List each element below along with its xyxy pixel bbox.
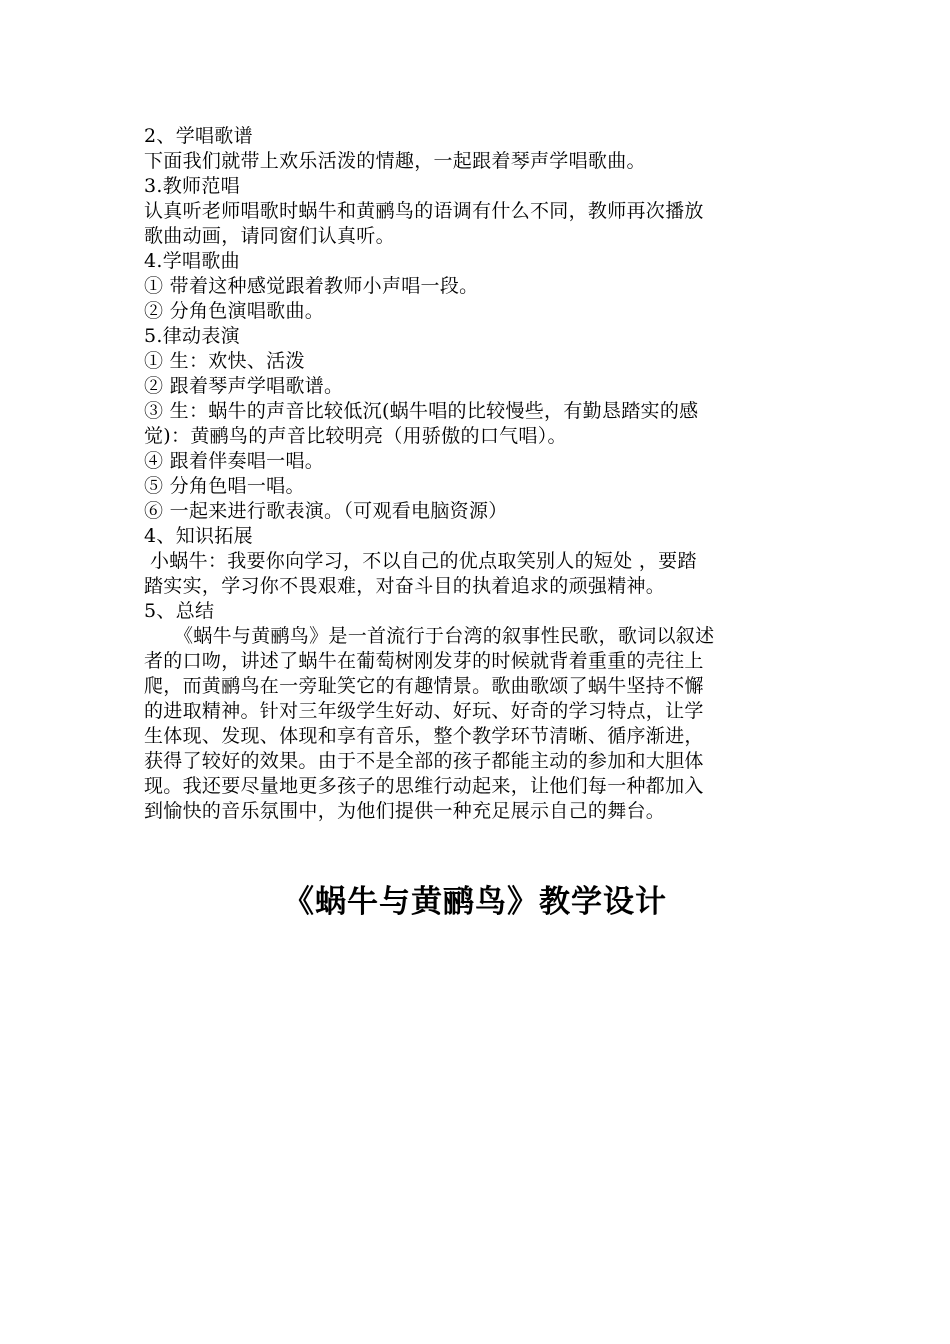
- section-heading: 4.学唱歌曲: [144, 250, 240, 272]
- section-heading: 5.律动表演: [144, 325, 240, 347]
- paragraph-line: 到愉快的音乐氛围中，为他们提供一种充足展示自己的舞台。: [144, 800, 666, 822]
- paragraph-line: 认真听老师唱歌时蜗牛和黄鹂鸟的语调有什么不同，教师再次播放: [144, 200, 704, 222]
- document-body: [144, 124, 808, 824]
- paragraph-line: 《蜗牛与黄鹂鸟》是一首流行于台湾的叙事性民歌，歌词以叙述: [174, 625, 715, 647]
- list-item: ③ 生：蜗牛的声音比较低沉(蜗牛唱的比较慢些，有勤恳踏实的感: [144, 400, 699, 422]
- paragraph-line: 者的口吻，讲述了蜗牛在葡萄树刚发芽的时候就背着重重的壳往上: [144, 650, 704, 672]
- list-item: ② 分角色演唱歌曲。: [144, 300, 325, 322]
- list-item: ② 跟着琴声学唱歌谱。: [144, 375, 344, 397]
- paragraph-line: 下面我们就带上欢乐活泼的情趣，一起跟着琴声学唱歌曲。: [144, 150, 646, 172]
- list-item: ⑤ 分角色唱一唱。: [144, 475, 305, 497]
- paragraph-line: 现。我还要尽量地更多孩子的思维行动起来，让他们每一种都加入: [144, 775, 704, 797]
- document-title: 《蜗牛与黄鹂鸟》教学设计: [283, 884, 667, 920]
- list-item: ① 带着这种感觉跟着教师小声唱一段。: [144, 275, 479, 297]
- list-item-continuation: 觉)：黄鹂鸟的声音比较明亮（用骄傲的口气唱）。: [144, 425, 567, 447]
- list-item: ① 生：欢快、活泼: [144, 350, 305, 372]
- section-heading: 3.教师范唱: [144, 175, 240, 197]
- section-heading: 5、总结: [144, 600, 215, 622]
- section-heading: 2、学唱歌谱: [144, 125, 253, 147]
- paragraph-line: 的进取精神。针对三年级学生好动、好玩、好奇的学习特点，让学: [144, 700, 704, 722]
- paragraph-line: 小蜗牛：我要你向学习，不以自己的优点取笑别人的短处 ，要踏: [150, 550, 697, 572]
- paragraph-line: 爬，而黄鹂鸟在一旁耻笑它的有趣情景。歌曲歌颂了蜗牛坚持不懈: [144, 675, 704, 697]
- section-heading: 4、知识拓展: [144, 525, 253, 547]
- paragraph-line: 获得了较好的效果。由于不是全部的孩子都能主动的参加和大胆体: [144, 750, 704, 772]
- list-item: ④ 跟着伴奏唱一唱。: [144, 450, 325, 472]
- paragraph-line: 踏实实，学习你不畏艰难，对奋斗目的执着追求的顽强精神。: [144, 575, 666, 597]
- paragraph-line: 歌曲动画，请同窗们认真听。: [144, 225, 395, 247]
- paragraph-line: 生体现、发现、体现和享有音乐，整个教学环节清晰、循序渐进，: [144, 725, 704, 747]
- list-item: ⑥ 一起来进行歌表演。（可观看电脑资源）: [144, 500, 508, 522]
